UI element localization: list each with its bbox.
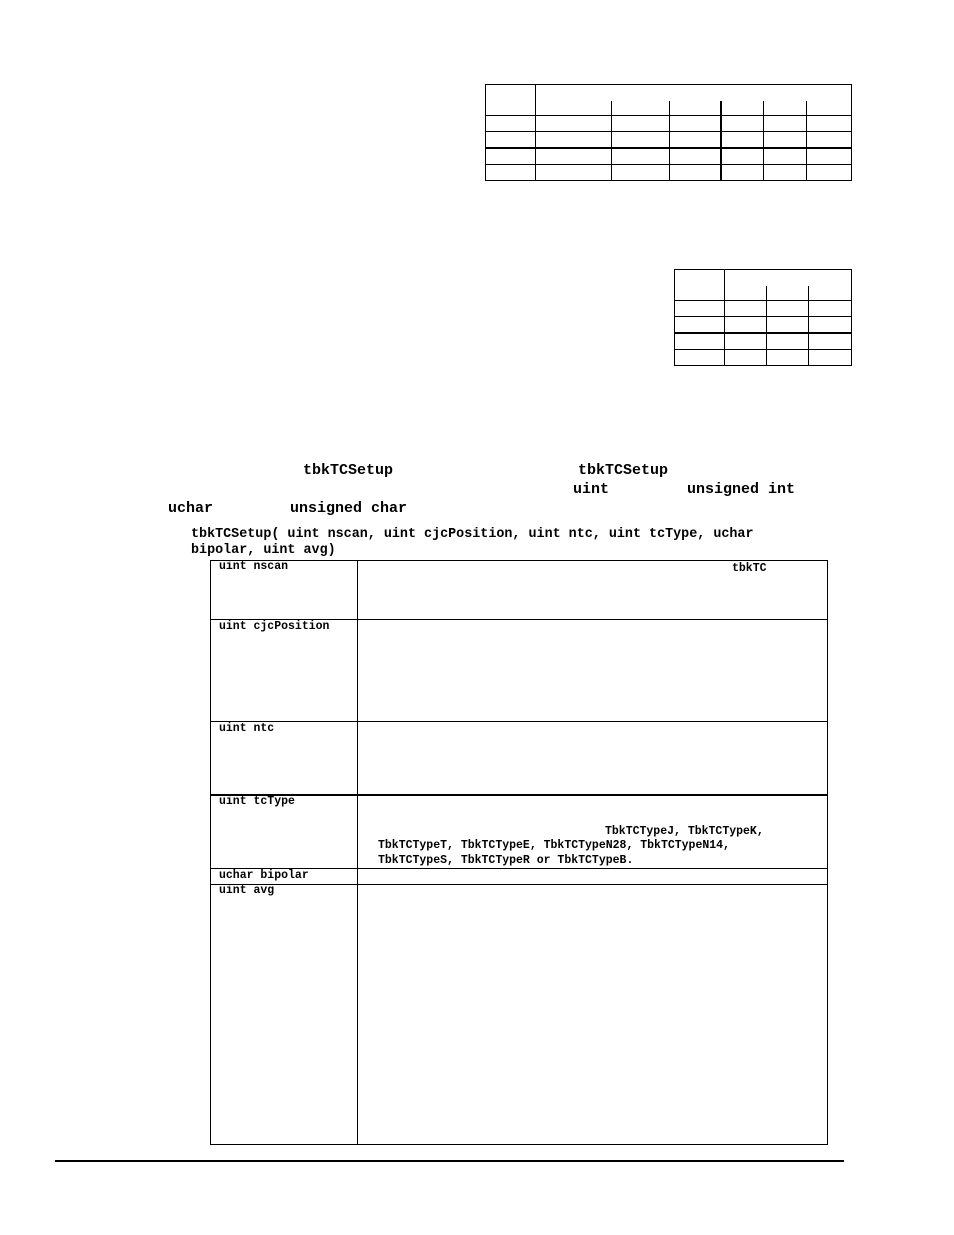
second-table-subheader-cell [767, 286, 809, 301]
param-desc-nscan-code: tbkTC [732, 562, 767, 575]
top-table-subheader-cell [807, 101, 852, 116]
parameter-row-separator [210, 794, 828, 796]
table-row [675, 349, 852, 365]
footer-rule [55, 1160, 844, 1162]
param-name-cjcposition: uint cjcPosition [219, 620, 330, 633]
param-name-nscan: uint nscan [219, 560, 289, 573]
param-name-ntc: uint ntc [219, 722, 275, 735]
top-table-corner-cell [486, 85, 536, 116]
inline-code-function-name: tbkTCSetup [303, 462, 394, 479]
inline-code-type-unsigned-char: unsigned char [290, 500, 408, 517]
table-row [486, 132, 852, 148]
second-table-header-cell [725, 270, 852, 286]
param-desc-tctype-code-1: TbkTCTypeJ, TbkTCTypeK, [605, 825, 764, 838]
param-desc-tctype-code-2: TbkTCTypeT, TbkTCTypeE, TbkTCTypeN28, TbkTCTypeN14, [378, 839, 730, 852]
param-desc-tctype-code-3: TbkTCTypeS, TbkTCTypeR or TbkTCTypeB. [378, 854, 634, 867]
top-table [485, 84, 852, 181]
top-table-subheader-cell [612, 101, 670, 116]
param-name-avg: uint avg [219, 884, 275, 897]
second-table-corner-cell [675, 270, 725, 301]
top-table-subheader-cell [721, 101, 764, 116]
inline-code-type-unsigned-int: unsigned int [687, 481, 796, 498]
param-name-tctype: uint tcType [219, 795, 295, 808]
top-table-subheader-cell [536, 101, 612, 116]
inline-code-type-uint: uint [573, 481, 610, 498]
table-row [675, 333, 852, 349]
second-table [674, 269, 852, 366]
table-row [486, 116, 852, 132]
top-table-subheader-cell [670, 101, 721, 116]
parameter-row-separator [210, 884, 828, 885]
inline-code-function-name: tbkTCSetup [578, 462, 669, 479]
table-row [486, 148, 852, 164]
prototype-line-1: tbkTCSetup( uint nscan, uint cjcPosition, uint ntc, uint tcType, uchar [191, 527, 754, 542]
top-table-header-cell [536, 85, 852, 101]
prototype-line-2: bipolar, uint avg) [191, 543, 336, 558]
parameter-table [210, 560, 828, 1145]
table-row [675, 301, 852, 317]
inline-code-type-uchar: uchar [168, 500, 214, 517]
parameter-table-divider [357, 560, 358, 1145]
top-table-subheader-cell [764, 101, 807, 116]
table-row [486, 164, 852, 180]
param-name-bipolar: uchar bipolar [219, 869, 309, 882]
second-table-subheader-cell [809, 286, 852, 301]
second-table-subheader-cell [725, 286, 767, 301]
parameter-row-separator [210, 721, 828, 722]
table-row [675, 317, 852, 333]
